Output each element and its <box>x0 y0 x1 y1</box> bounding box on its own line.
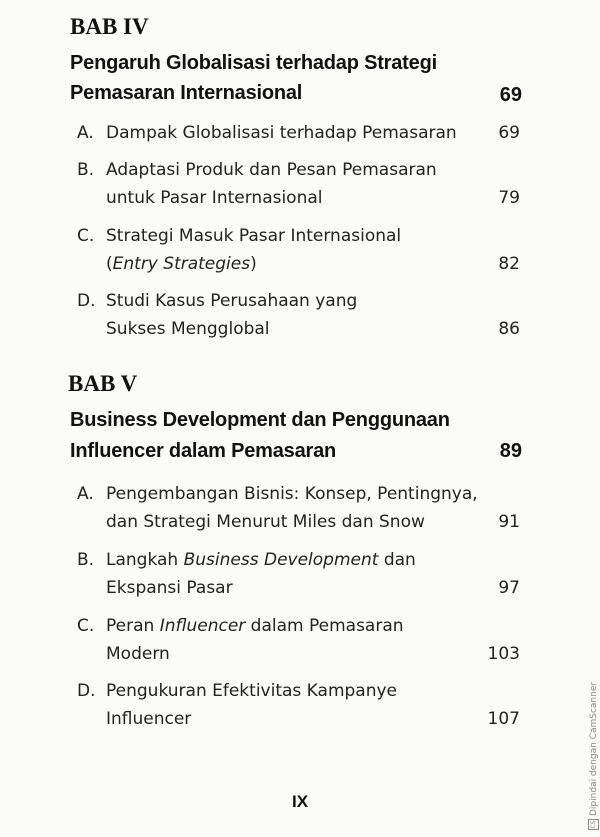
chapter-title-line: Business Development dan Penggunaan <box>70 409 450 431</box>
section-page-number: 86 <box>498 319 520 339</box>
section-letter: C. <box>77 226 95 246</box>
italic-term: Influencer <box>159 616 246 636</box>
section-letter: D. <box>77 291 96 311</box>
chapter-page-number: 89 <box>499 440 522 462</box>
section-title: Dampak Globalisasi terhadap Pemasaran <box>106 123 457 143</box>
italic-term: Entry Strategies <box>112 254 251 274</box>
section-title-continued: Ekspansi Pasar <box>106 578 233 598</box>
section-title: Adaptasi Produk dan Pesan Pemasaran <box>106 160 437 180</box>
chapter-title-line: Pemasaran Internasional <box>70 82 303 104</box>
page-folio: IX <box>291 792 309 811</box>
chapter-label: BAB V <box>68 371 138 396</box>
section-letter: B. <box>77 550 95 570</box>
section-title-continued: dan Strategi Menurut Miles dan Snow <box>106 512 425 532</box>
section-page-number: 103 <box>487 644 520 664</box>
chapter-title-line: Pengaruh Globalisasi terhadap Strategi <box>70 52 437 74</box>
section-letter: C. <box>77 616 95 636</box>
section-page-number: 69 <box>498 123 520 143</box>
section-title-continued: untuk Pasar Internasional <box>106 188 323 208</box>
section-letter: B. <box>77 160 95 180</box>
section-letter: D. <box>77 681 96 701</box>
section-page-number: 82 <box>498 254 520 274</box>
section-page-number: 91 <box>498 512 520 532</box>
section-title-continued: Sukses Mengglobal <box>106 319 270 339</box>
section-title: Pengembangan Bisnis: Konsep, Pentingnya, <box>106 484 478 504</box>
section-page-number: 97 <box>498 578 520 598</box>
chapter-label: BAB IV <box>70 14 149 39</box>
section-letter: A. <box>77 484 94 504</box>
chapter-title-line: Influencer dalam Pemasaran <box>70 440 337 462</box>
section-page-number: 107 <box>487 709 520 729</box>
section-title-continued: Modern <box>106 644 170 664</box>
chapter-page-number: 69 <box>499 84 522 106</box>
section-title-continued: Influencer <box>106 709 192 729</box>
section-title-continued: (Entry Strategies) <box>106 254 257 274</box>
section-title: Studi Kasus Perusahaan yang <box>106 291 358 311</box>
section-title: Pengukuran Efektivitas Kampanye <box>106 681 398 701</box>
camscanner-icon: CS <box>590 820 597 829</box>
section-page-number: 79 <box>498 188 520 208</box>
section-title: Langkah Business Development dan <box>106 550 416 570</box>
scanner-note: Dipindai dengan CamScanner <box>589 681 599 816</box>
scanner-watermark <box>588 682 599 830</box>
section-title: Strategi Masuk Pasar Internasional <box>106 226 402 246</box>
section-title: Peran Influencer dalam Pemasaran <box>106 616 404 636</box>
section-letter: A. <box>77 123 94 143</box>
italic-term: Business Development <box>183 550 379 570</box>
